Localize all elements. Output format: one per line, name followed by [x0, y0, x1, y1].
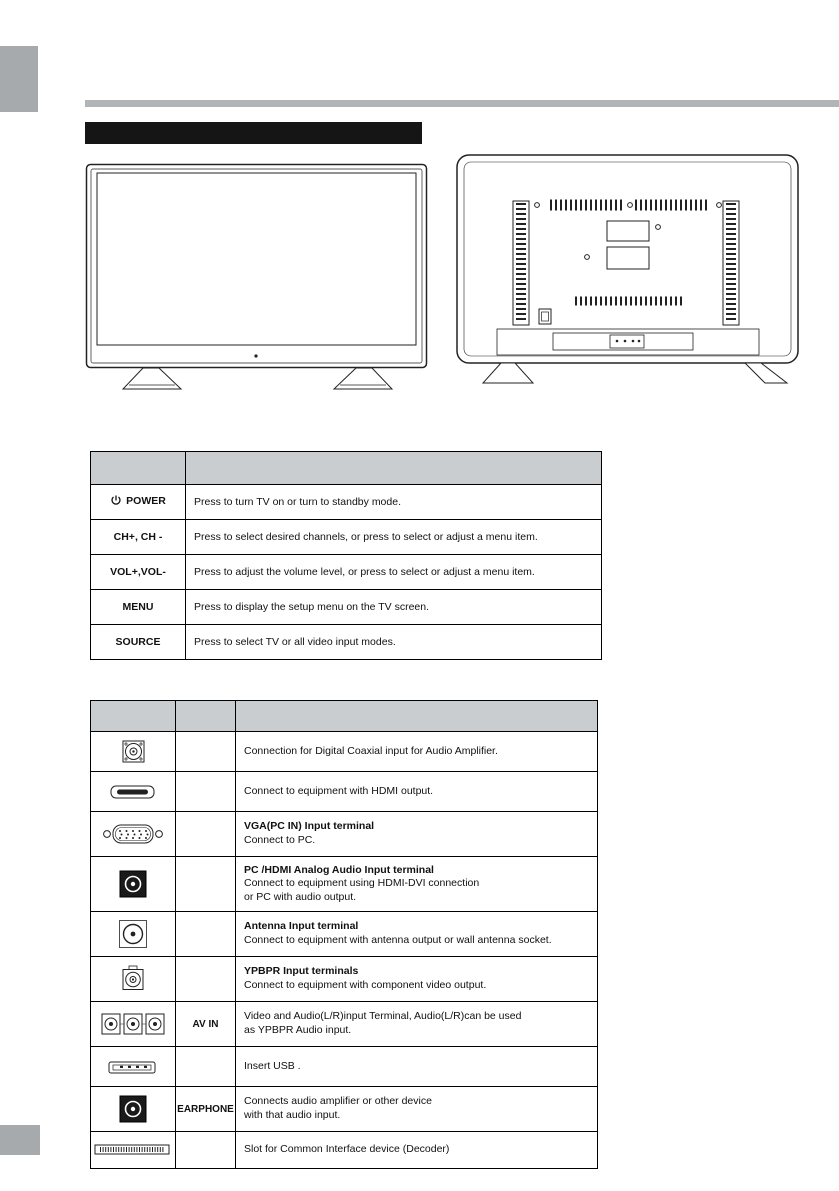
table-row [91, 857, 598, 912]
button-name: SOURCE [115, 636, 161, 648]
connection-description: Connect to equipment with antenna output or wall antenna socket. [244, 934, 552, 946]
section-title-bar [85, 122, 422, 144]
table-row [91, 555, 602, 590]
button-name: POWER [126, 494, 166, 507]
connection-description: Connection for Digital Coaxial input for Audio Amplifier. [244, 744, 498, 757]
connection-description: Connect to equipment with HDMI output. [244, 784, 434, 797]
connection-label: EARPHONE [177, 1103, 234, 1115]
header-rule [85, 100, 839, 107]
table-row [91, 485, 602, 520]
button-description: Press to adjust the volume level, or press to select or adjust a menu item. [194, 566, 535, 578]
connection-title: PC /HDMI Analog Audio Input terminal [244, 863, 434, 876]
earphone-icon [119, 1095, 147, 1123]
table-row [91, 912, 598, 957]
usb-icon [108, 1058, 158, 1076]
button-description: Press to display the setup menu on the TV screen. [194, 601, 430, 613]
tv-back-drawing [455, 153, 805, 388]
table-row [91, 812, 598, 857]
table-row [91, 520, 602, 555]
coaxial-icon [118, 739, 148, 765]
connection-description: Connect to equipment using HDMI-DVI connection [244, 877, 480, 890]
connections-table [90, 700, 598, 1169]
connection-description: Connects audio amplifier or other device [244, 1095, 432, 1108]
connection-description: Slot for Common Interface device (Decoder) [244, 1143, 450, 1156]
left-margin-tab-top [0, 46, 38, 112]
connection-title: VGA(PC IN) Input terminal [244, 820, 375, 833]
power-icon [110, 494, 122, 507]
button-name: MENU [122, 601, 154, 613]
table-row [91, 590, 602, 625]
vga-icon [102, 821, 164, 847]
table-row [91, 772, 598, 812]
table-row [91, 625, 602, 660]
button-description: Press to select TV or all video input modes. [194, 636, 396, 648]
connection-description: Insert USB . [244, 1059, 301, 1072]
connection-description: as YPBPR Audio input. [244, 1024, 352, 1036]
button-description: Press to turn TV on or turn to standby mode. [194, 496, 401, 508]
audio-jack-icon [119, 870, 147, 898]
connection-title: YPBPR Input terminals [244, 965, 359, 978]
connection-description: or PC with audio output. [244, 890, 357, 903]
connections-table-header [91, 701, 598, 732]
table-row [91, 1002, 598, 1047]
hdmi-icon [110, 783, 156, 801]
button-name: CH+, CH - [113, 531, 163, 543]
table-row [91, 732, 598, 772]
buttons-table [90, 451, 602, 660]
ypbpr-icon [120, 965, 146, 993]
left-margin-tab-bottom [0, 1125, 40, 1155]
antenna-icon [118, 919, 148, 949]
table-row [91, 1047, 598, 1087]
connection-title: Antenna Input terminal [244, 920, 359, 933]
connection-description: Connect to PC. [244, 834, 316, 846]
buttons-table-header [91, 452, 602, 485]
tv-front-illustration [85, 163, 430, 395]
table-row [91, 1132, 598, 1169]
button-description: Press to select desired channels, or press to select or adjust a menu item. [194, 531, 538, 543]
av-in-icons [100, 1011, 166, 1037]
table-row [91, 957, 598, 1002]
table-row [91, 1087, 598, 1132]
connection-label: AV IN [192, 1018, 219, 1030]
ci-slot-icon [94, 1142, 172, 1158]
tv-back-illustration [455, 153, 805, 388]
connection-description: Connect to equipment with component video output. [244, 979, 487, 991]
button-name: VOL+,VOL- [110, 566, 166, 578]
connection-description: Video and Audio(L/R)input Terminal, Audio(L/R)can be used [244, 1010, 522, 1023]
tv-front-drawing [85, 163, 430, 395]
connection-description: with that audio input. [244, 1109, 341, 1121]
